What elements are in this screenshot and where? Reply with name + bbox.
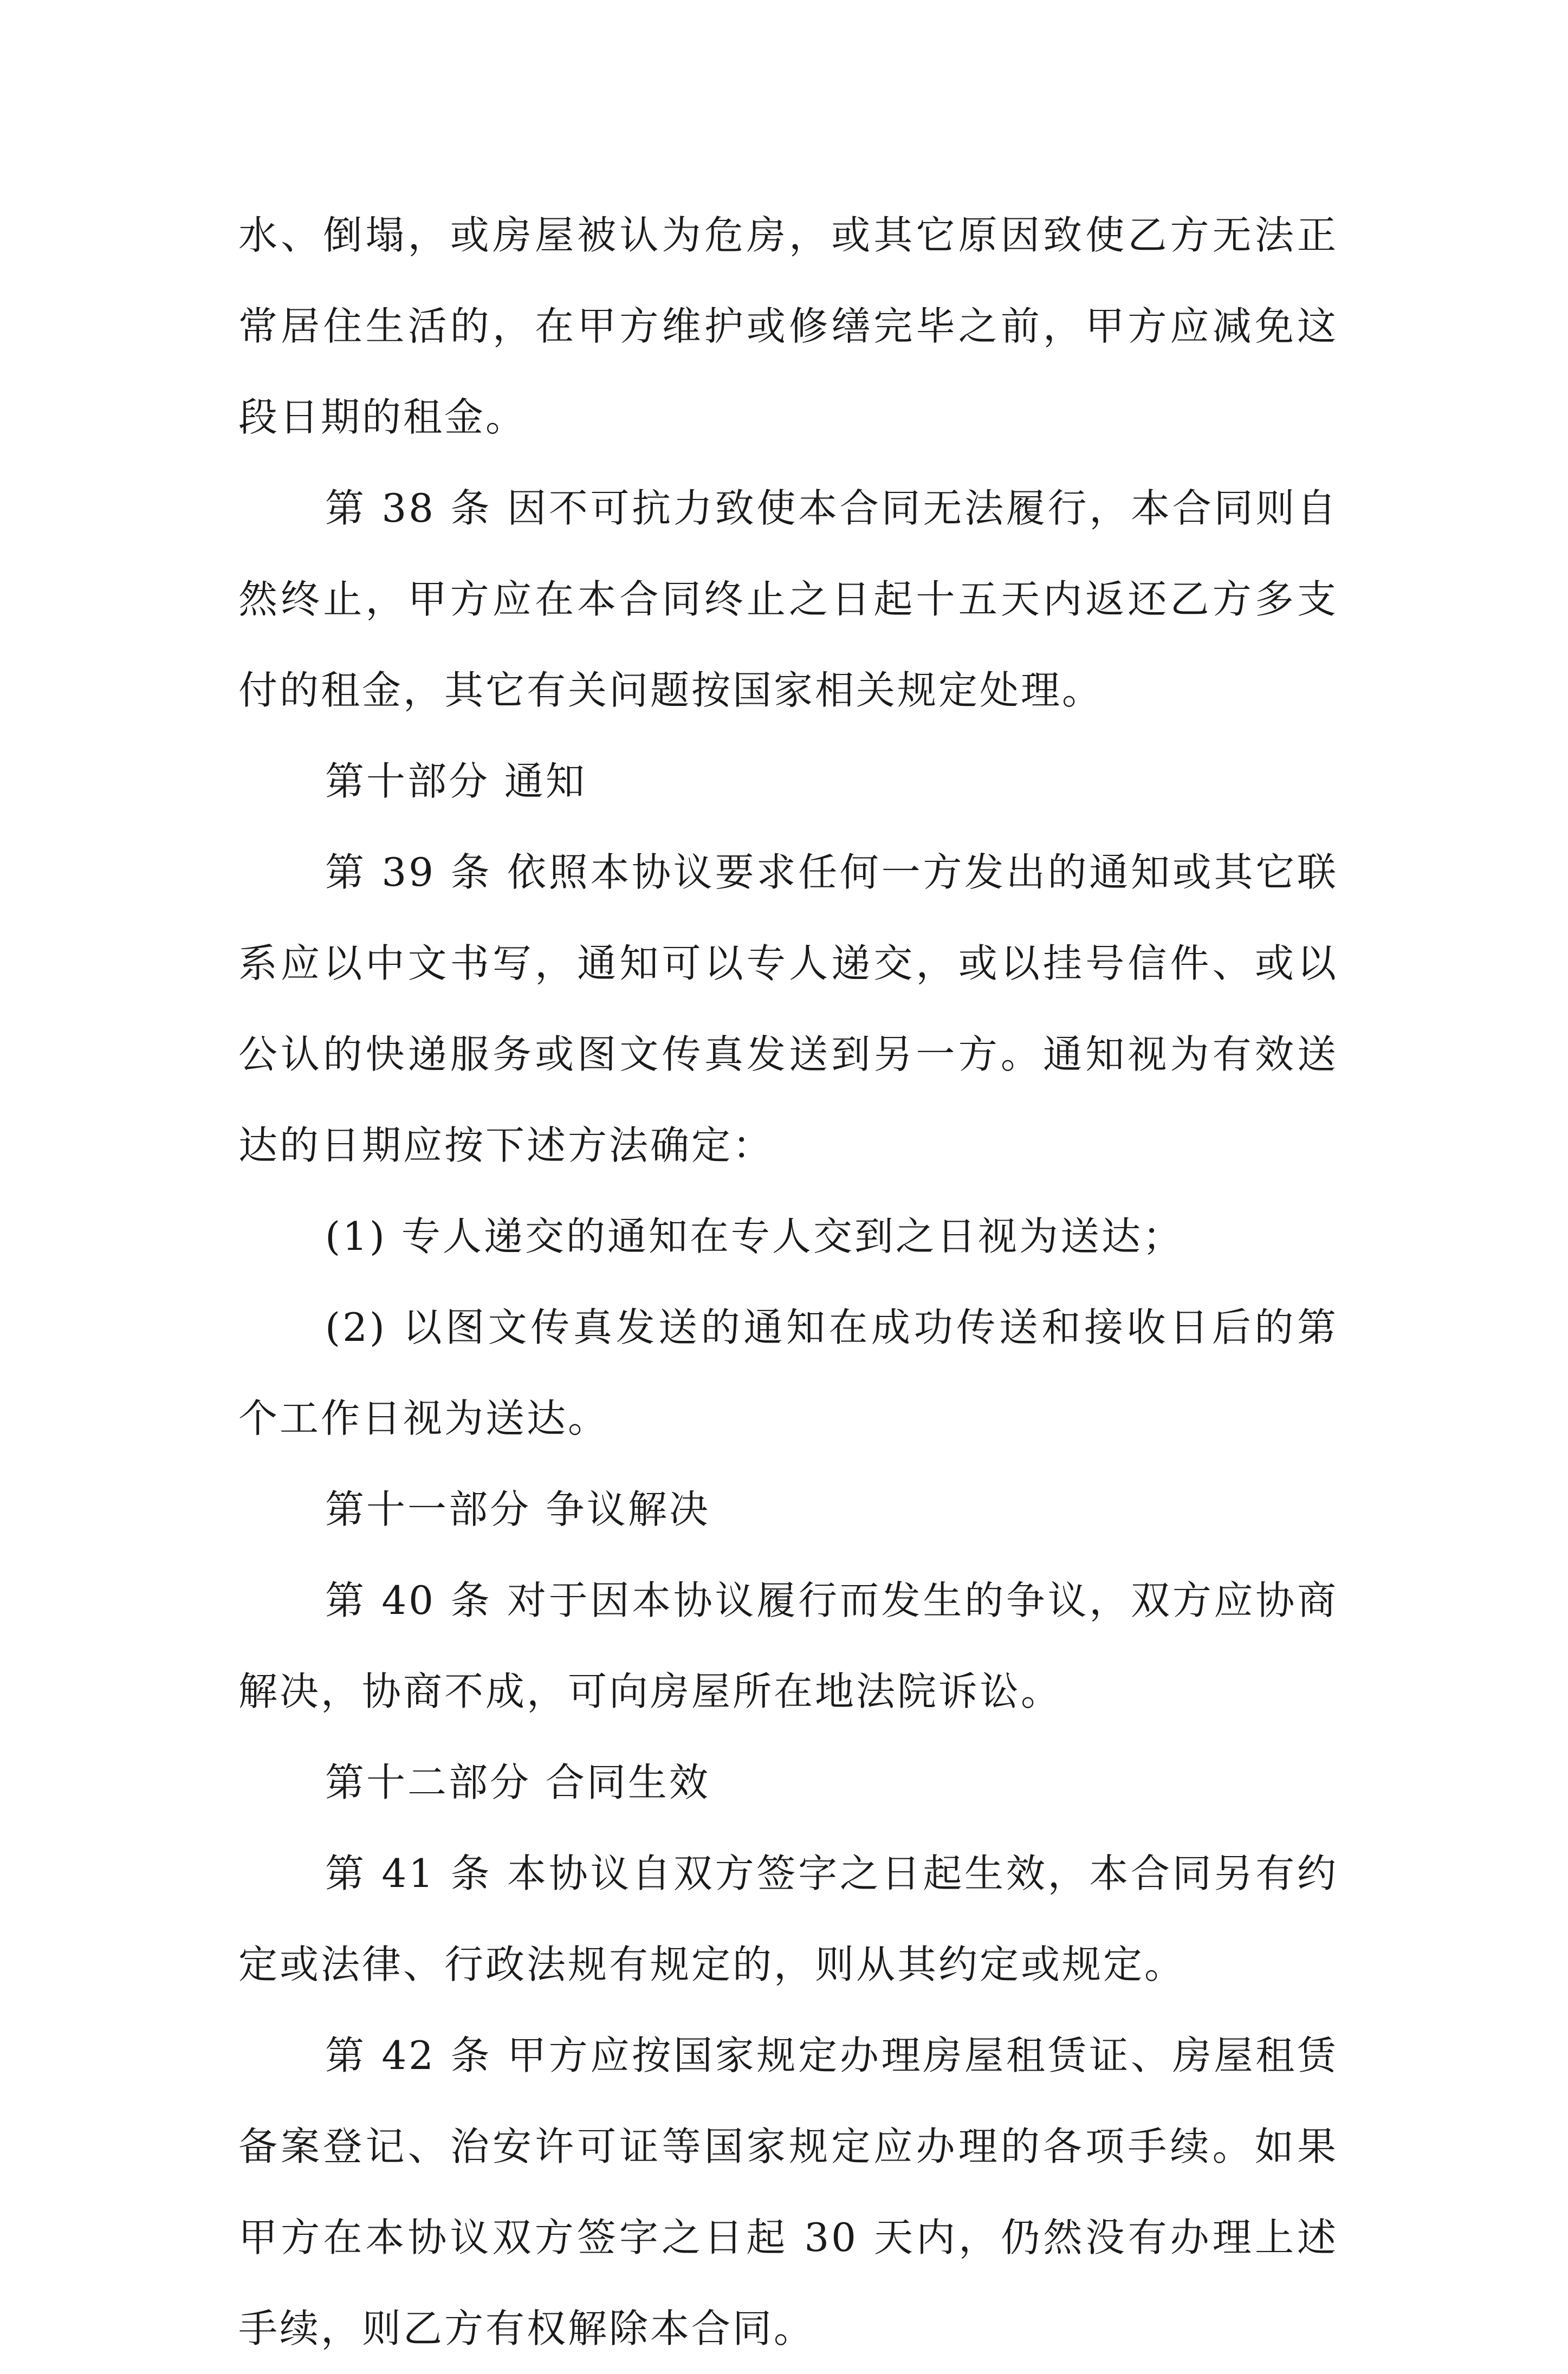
section-heading-notice: 第十部分 通知 xyxy=(325,758,587,804)
section-heading-effect: 第十二部分 合同生效 xyxy=(325,1760,710,1805)
document-body xyxy=(238,190,1338,2374)
article-42: 第 42 条 甲方应按国家规定办理房屋租赁证、房屋租赁备案登记、治安许可证等国家规定应办理的各项手续。如果甲方在本协议双方签字之日起 30 天内，仍然没有办理上述手续，则乙方有权解除本合同。 xyxy=(238,2033,1338,2351)
article-38: 第 38 条 因不可抗力致使本合同无法履行，本合同则自然终止，甲方应在本合同终止之日起十五天内返还乙方多支付的租金，其它有关问题按国家相关规定处理。 xyxy=(238,485,1338,713)
article-41: 第 41 条 本协议自双方签字之日起生效，本合同另有约定或法律、行政法规有规定的，则从其约定或规定。 xyxy=(238,1851,1338,1987)
section-heading-dispute: 第十一部分 争议解决 xyxy=(325,1487,710,1532)
list-item-1: (1) 专人递交的通知在专人交到之日视为送达； xyxy=(325,1214,1184,1259)
list-item-2: (2) 以图文传真发送的通知在成功传送和接收日后的第个工作日视为送达。 xyxy=(238,1305,1338,1441)
paragraph-continuation: 水、倒塌，或房屋被认为危房，或其它原因致使乙方无法正常居住生活的，在甲方维护或修缮完毕之前，甲方应减免这段日期的租金。 xyxy=(238,212,1338,440)
article-39: 第 39 条 依照本协议要求任何一方发出的通知或其它联系应以中文书写，通知可以专人递交，或以挂号信件、或以公认的快递服务或图文传真发送到另一方。通知视为有效送达的日期应按下述方法确定： xyxy=(238,849,1338,1168)
article-40: 第 40 条 对于因本协议履行而发生的争议，双方应协商解决，协商不成，可向房屋所在地法院诉讼。 xyxy=(238,1578,1338,1714)
